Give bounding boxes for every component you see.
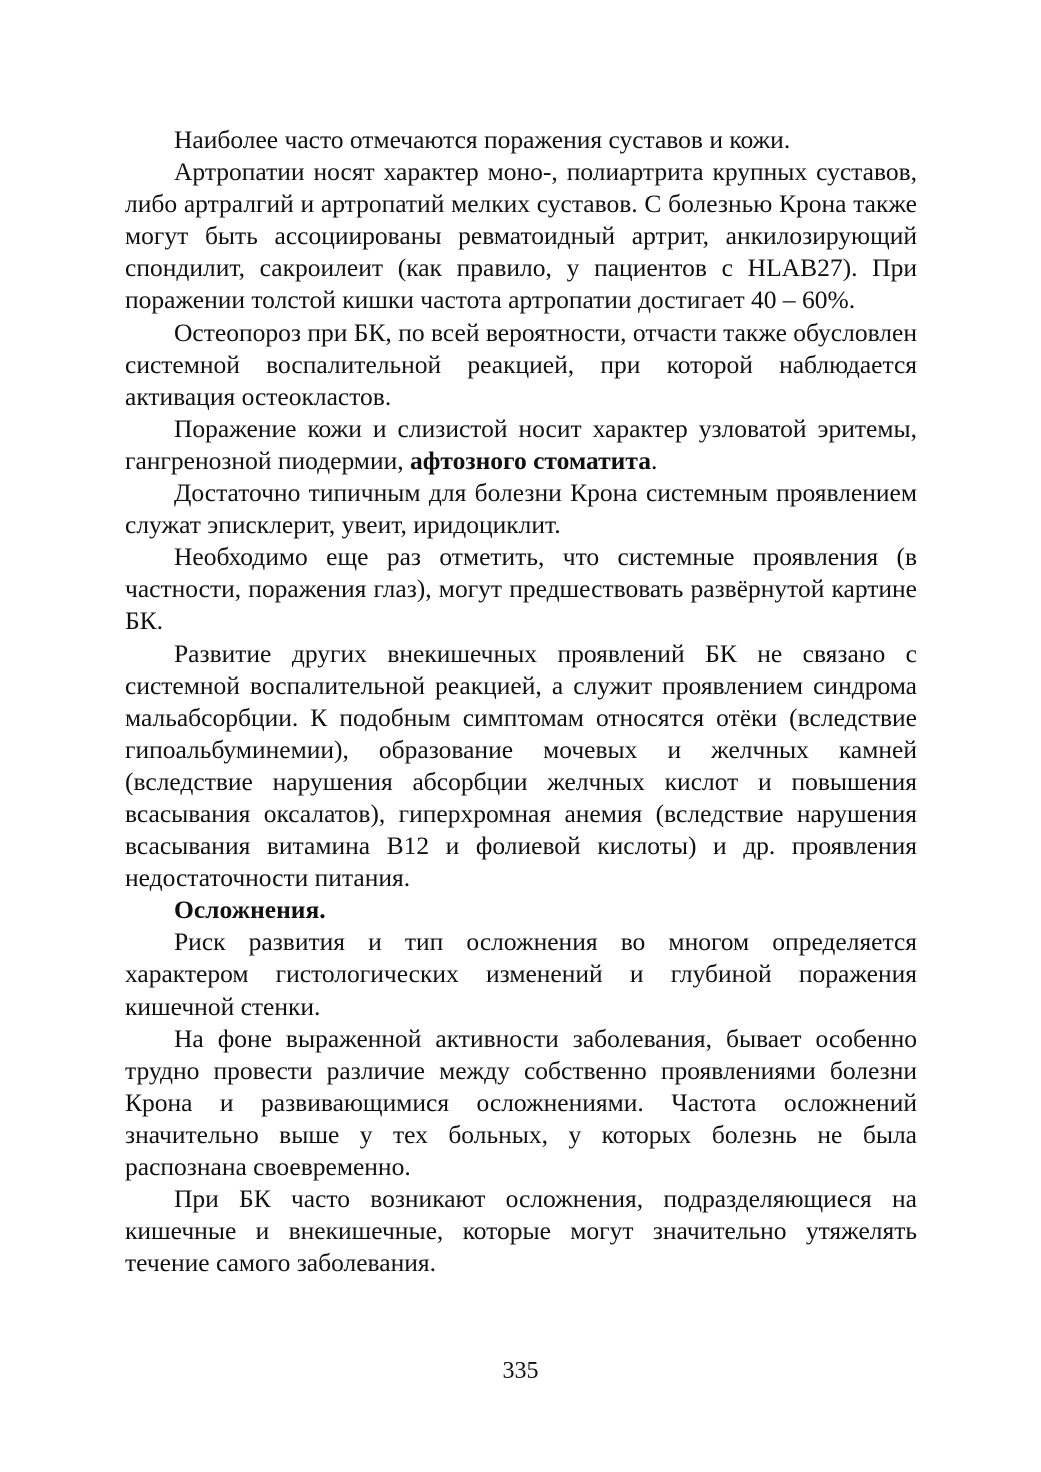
section-heading-complications: Осложнения. (174, 895, 326, 925)
paragraph-osteoporosis: Остеопороз при БК, по всей вероятности, отчасти также обусловлен системной воспалительной реакцией, при которой наблюдается активация остеокластов. (125, 317, 917, 411)
skin-lesions-text: Поражение кожи и слизистой носит характер узловатой эритемы, гангренозной пиодермии, (125, 413, 917, 475)
paragraph-arthropathy: Артропатии носят характер моно-, полиартрита крупных суставов, либо артралгий и артропатий мелких суставов. С болезнью Крона также могут быть ассоциированы ревматоидный артрит, анкилозирующий спондилит, сакроилеит (как правило, у пациентов с HLAB27). При поражении толстой кишки частота артропатии достигает 40 – 60%. (125, 157, 917, 315)
skin-lesions-period: . (650, 445, 658, 475)
paragraph-complication-difficulty: На фоне выраженной активности заболевания, бывает особенно трудно провести различие между собственно проявлениями болезни Крона и развивающимися осложнениями. Частота осложнений значительно выше у тех больных, у которых болезнь не была распознана своевременно. (125, 1023, 917, 1181)
skin-lesions-bold-term: афтозного стоматита (409, 445, 651, 475)
page-body (125, 124, 917, 1279)
paragraph-systemic-precede: Необходимо еще раз отметить, что системные проявления (в частности, поражения глаз), могут предшествовать развёрнутой картине БК. (125, 542, 917, 636)
paragraph-skin-lesions (125, 413, 917, 477)
paragraph-joints-skin: Наиболее часто отмечаются поражения суставов и кожи. (174, 125, 791, 154)
paragraph-malabsorption: Развитие других внекишечных проявлений БК не связано с системной воспалительной реакцией, а служит проявлением синдрома мальабсорбции. К подобным симптомам относятся отёки (вследствие гипоальбуминемии), образование мочевых и желчных камней (вследствие нарушения абсорбции желчных кислот и повышения всасывания оксалатов), гиперхромная анемия (вследствие нарушения всасывания витамина В12 и фолиевой кислоты) и др. проявления недостаточности питания. (125, 638, 917, 893)
paragraph-complication-types: При БК часто возникают осложнения, подразделяющиеся на кишечные и внекишечные, которые могут значительно утяжелять течение самого заболевания. (125, 1184, 917, 1278)
paragraph-complication-risk: Риск развития и тип осложнения во многом определяется характером гистологических изменений и глубиной поражения кишечной стенки. (125, 927, 917, 1021)
page-number: 335 (502, 1358, 539, 1384)
paragraph-eye-manifestations: Достаточно типичным для болезни Крона системным проявлением служат эписклерит, увеит, иридоциклит. (125, 478, 917, 540)
